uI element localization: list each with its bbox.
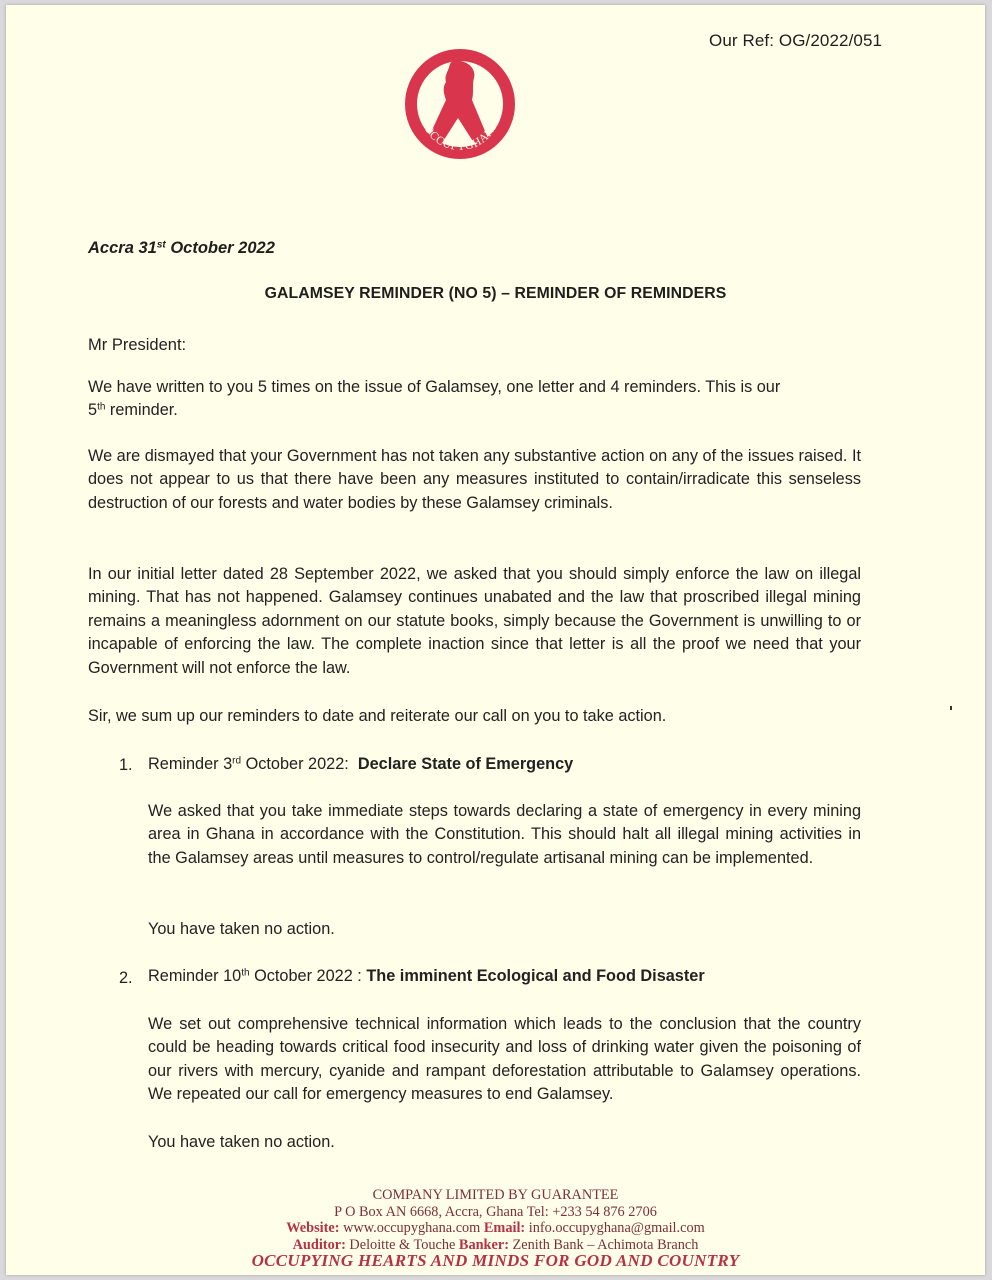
reminder-heading: Reminder 10th October 2022 : The imminent Ecological and Food Disaster	[148, 967, 705, 985]
paragraph-3: In our initial letter dated 28 September 2022, we asked that you should simply enforce the law on illegal mining. That has not happened. Galamsey continues unabated and the law that proscribed illegal mining remains a meaningless adornment on our statute books, simply because the Government is unwilling to or incapable of enforcing the law. The complete inaction since that letter is all the proof we need that your Government will not enforce the law.	[88, 565, 861, 677]
salutation: Mr President:	[88, 336, 187, 354]
auditor-line: Auditor: Deloitte & Touche Banker: Zenith Bank – Achimota Branch	[292, 1236, 699, 1253]
letter-title: GALAMSEY REMINDER (NO 5) – REMINDER OF REMINDERS	[264, 285, 727, 302]
scan-speck	[950, 706, 952, 710]
paragraph-1: We have written to you 5 times on the issue of Galamsey, one letter and 4 reminders. This is our 5th reminder.	[88, 378, 781, 420]
reminder-heading: Reminder 3rd October 2022: Declare State of Emergency	[148, 755, 574, 773]
list-number: 1.	[119, 756, 133, 774]
website-link[interactable]: www.occupyghana.com	[339, 1220, 484, 1237]
occupyghana-logo-icon	[404, 48, 516, 160]
motto: OCCUPYING HEARTS AND MINDS FOR GOD AND COUNTRY	[251, 1251, 740, 1271]
letter-date: Accra 31st October 2022	[88, 239, 275, 257]
letter-page	[6, 5, 985, 1275]
paragraph-4: Sir, we sum up our reminders to date and reiterate our call on you to take action.	[88, 707, 667, 725]
reference-value: OG/2022/051	[778, 31, 883, 50]
reminder-status: You have taken no action.	[148, 920, 335, 938]
address: P O Box AN 6668, Accra, Ghana Tel: +233 54 876 2706	[334, 1203, 657, 1220]
reference-number	[709, 31, 882, 51]
svg-text:#OCCUPYGHANA: #OCCUPYGHANA	[418, 118, 502, 154]
reminder-body: We set out comprehensive technical information which leads to the conclusion that the country could be heading towards critical food insecurity and loss of drinking water given the poisoning of our rivers with mercury, cyanide and rampant deforestation attributable to Galamsey operations. We repeated our call for emergency measures to end Galamsey.	[148, 1015, 861, 1104]
company-type: COMPANY LIMITED BY GUARANTEE	[372, 1187, 619, 1203]
contact-line: Website: www.occupyghana.com Email: info.occupyghana@gmail.com	[286, 1220, 705, 1237]
reminder-body: We asked that you take immediate steps towards declaring a state of emergency in every mining area in Ghana in accordance with the Constitution. This should halt all illegal mining activities in the Galamsey areas until measures to control/regulate artisanal mining can be implemented.	[148, 802, 861, 867]
paragraph-2: We are dismayed that your Government has not taken any substantive action on any of the issues raised. It does not appear to us that there have been any measures instituted to contain/irradicate this senseless destruction of our forests and water bodies by these Galamsey criminals.	[88, 447, 861, 512]
reference-label: Our Ref:	[709, 31, 775, 50]
reminder-status: You have taken no action.	[148, 1133, 335, 1151]
letterhead-footer	[6, 1187, 985, 1270]
email-link[interactable]: info.occupyghana@gmail.com	[525, 1220, 705, 1237]
list-number: 2.	[119, 969, 133, 987]
